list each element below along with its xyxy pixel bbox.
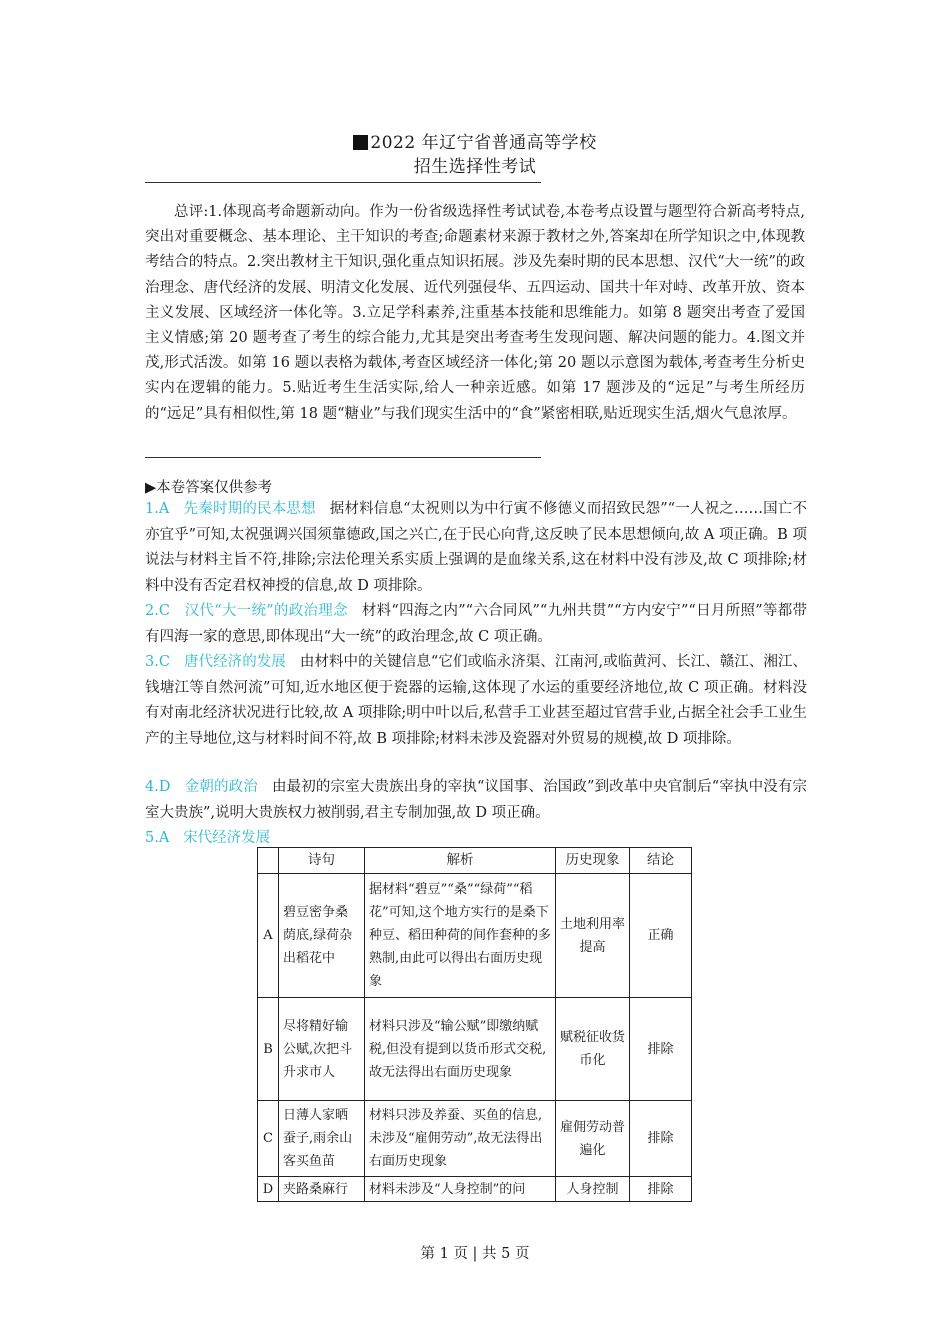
exam-title: [145, 128, 805, 153]
conclusion-cell: 正确: [630, 874, 692, 998]
answer-text: 由最初的宗室大贵族出身的宰执“议国事、治国政”到改革中央官制后“宰执中没有宗室大贵族”,说明大贵族权力被削弱,君主专制加强,故 D 项正确。: [145, 779, 807, 821]
answer-topic: 唐代经济的发展: [183, 654, 286, 670]
page-footer: 第 1 页 | 共 5 页: [420, 1246, 530, 1262]
divider: [145, 182, 541, 183]
phenomenon-cell: 人身控制: [556, 1177, 630, 1202]
row-label: A: [258, 874, 279, 998]
answer-topic: 金朝的政治: [184, 779, 258, 795]
exam-title-text: 2022 年辽宁省普通高等学校: [370, 133, 597, 153]
answer-topic: 汉代“大一统”的政治理念: [184, 603, 348, 619]
answer-text: 材料“四海之内”“六合同风”“九州共贯”“方内安宁”“日月所照”等都带有四海一家的意思,即体现出“大一统”的政治理念,故 C 项正确。: [145, 603, 807, 645]
answer-number: 1.A: [145, 501, 170, 517]
answer-text: 据材料信息“太祝则以为中行寅不修德义而招致民怨”“一人祝之……国亡不亦宜乎”可知,太祝强调兴国须靠德政,国之兴亡,在于民心向背,这反映了民本思想倾向,故 A 项正确。B 项说法与材料主旨不符,排除;宗法伦理关系实质上强调的是血缘关系,这在材料中没有涉及,故 C 项排除;材料中没有否定君权神授的信息,故 D 项排除。: [145, 501, 807, 594]
table-row: [258, 1101, 692, 1177]
analysis-table: [257, 847, 692, 1202]
row-label: B: [258, 998, 279, 1101]
analysis-cell: 据材料“碧豆”“桑”“绿荷”“稻花”可知,这个地方实行的是桑下种豆、稻田种荷的间作套种的多熟制,由此可以得出右面历史现象: [365, 874, 556, 998]
answer-item: [145, 775, 807, 826]
table-header-cell: 诗句: [279, 848, 365, 874]
answer-item: [145, 650, 807, 752]
poem-cell: 夹路桑麻行: [279, 1177, 365, 1202]
answer-topic: 先秦时期的民本思想: [183, 501, 316, 517]
phenomenon-cell: 土地利用率提高: [556, 874, 630, 998]
analysis-cell: 材料只涉及“输公赋”即缴纳赋税,但没有提到以货币形式交税,故无法得出右面历史现象: [365, 998, 556, 1101]
answer-number: 3.C: [145, 654, 170, 670]
table-header-cell: 解析: [365, 848, 556, 874]
divider: [145, 457, 541, 458]
conclusion-cell: 排除: [630, 1101, 692, 1177]
poem-cell: 日薄人家晒蚕子,雨余山客买鱼苗: [279, 1101, 365, 1177]
answer-number: 4.D: [145, 779, 171, 795]
answer-item: [145, 599, 807, 650]
phenomenon-cell: 赋税征收货币化: [556, 998, 630, 1101]
summary-paragraph: 总评:1.体现高考命题新动向。作为一份省级选择性考试试卷,本卷考点设置与题型符合新高考特点,突出对重要概念、基本理论、主干知识的考查;命题素材来源于教材之外,答案却在所学知识之中,体现教考结合的特点。2.突出教材主干知识,强化重点知识拓展。涉及先秦时期的民本思想、汉代“大一统”的政治理念、唐代经济的发展、明清文化发展、近代列强侵华、五四运动、国共十年对峙、改革开放、资本主义发展、区域经济一体化等。3.立足学科素养,注重基本技能和思维能力。如第 8 题突出考查了爱国主义情感;第 20 题考查了考生的综合能力,尤其是突出考查考生发现问题、解决问题的能力。4.图文并茂,形式活泼。如第 16 题以表格为载体,考查区域经济一体化;第 20 题以示意图为载体,考查考生分析史实内在逻辑的能力。5.贴近考生生活实际,给人一种亲近感。如第 17 题涉及的“远足”与考生所经历的“远足”具有相似性,第 18 题“糖业”与我们现实生活中的“食”紧密相联,贴近现实生活,烟火气息浓厚。: [145, 204, 805, 422]
poem-cell: 尽将精好输公赋,次把斗升求市人: [279, 998, 365, 1101]
exam-subtitle: 招生选择性考试: [413, 157, 537, 177]
answer-item: [145, 497, 807, 599]
row-label: D: [258, 1177, 279, 1202]
conclusion-cell: 排除: [630, 998, 692, 1101]
table-row: [258, 998, 692, 1101]
table-header-row: [258, 848, 692, 874]
answer-text: 由材料中的关键信息“它们或临永济渠、江南河,或临黄河、长江、赣江、湘江、钱塘江等自然河流”可知,近水地区便于瓷器的运输,这体现了水运的重要经济地位,故 C 项正确。材料没有对南北经济状况进行比较,故 A 项排除;明中叶以后,私营手工业甚至超过官营手业,占据全社会手工业生产的主导地位,这与材料时间不符,故 B 项排除;材料未涉及瓷器对外贸易的规模,故 D 项排除。: [145, 654, 807, 747]
poem-cell: 碧豆密争桑荫底,绿荷杂出稻花中: [279, 874, 365, 998]
answer-number: 5.A: [145, 830, 170, 846]
answers-heading: ▶本卷答案仅供参考: [145, 480, 273, 496]
analysis-cell: 材料未涉及“人身控制”的问: [365, 1177, 556, 1202]
table-header-cell: 结论: [630, 848, 692, 874]
row-label: C: [258, 1101, 279, 1177]
answer-number: 2.C: [145, 603, 170, 619]
table-header-cell: [258, 848, 279, 874]
table-row: [258, 1177, 692, 1202]
conclusion-cell: 排除: [630, 1177, 692, 1202]
answer-topic: 宋代经济发展: [183, 830, 271, 846]
table-row: [258, 874, 692, 998]
phenomenon-cell: 雇佣劳动普遍化: [556, 1101, 630, 1177]
analysis-cell: 材料只涉及养蚕、买鱼的信息,未涉及“雇佣劳动”,故无法得出右面历史现象: [365, 1101, 556, 1177]
black-square-icon: [353, 135, 368, 150]
table-header-cell: 历史现象: [556, 848, 630, 874]
